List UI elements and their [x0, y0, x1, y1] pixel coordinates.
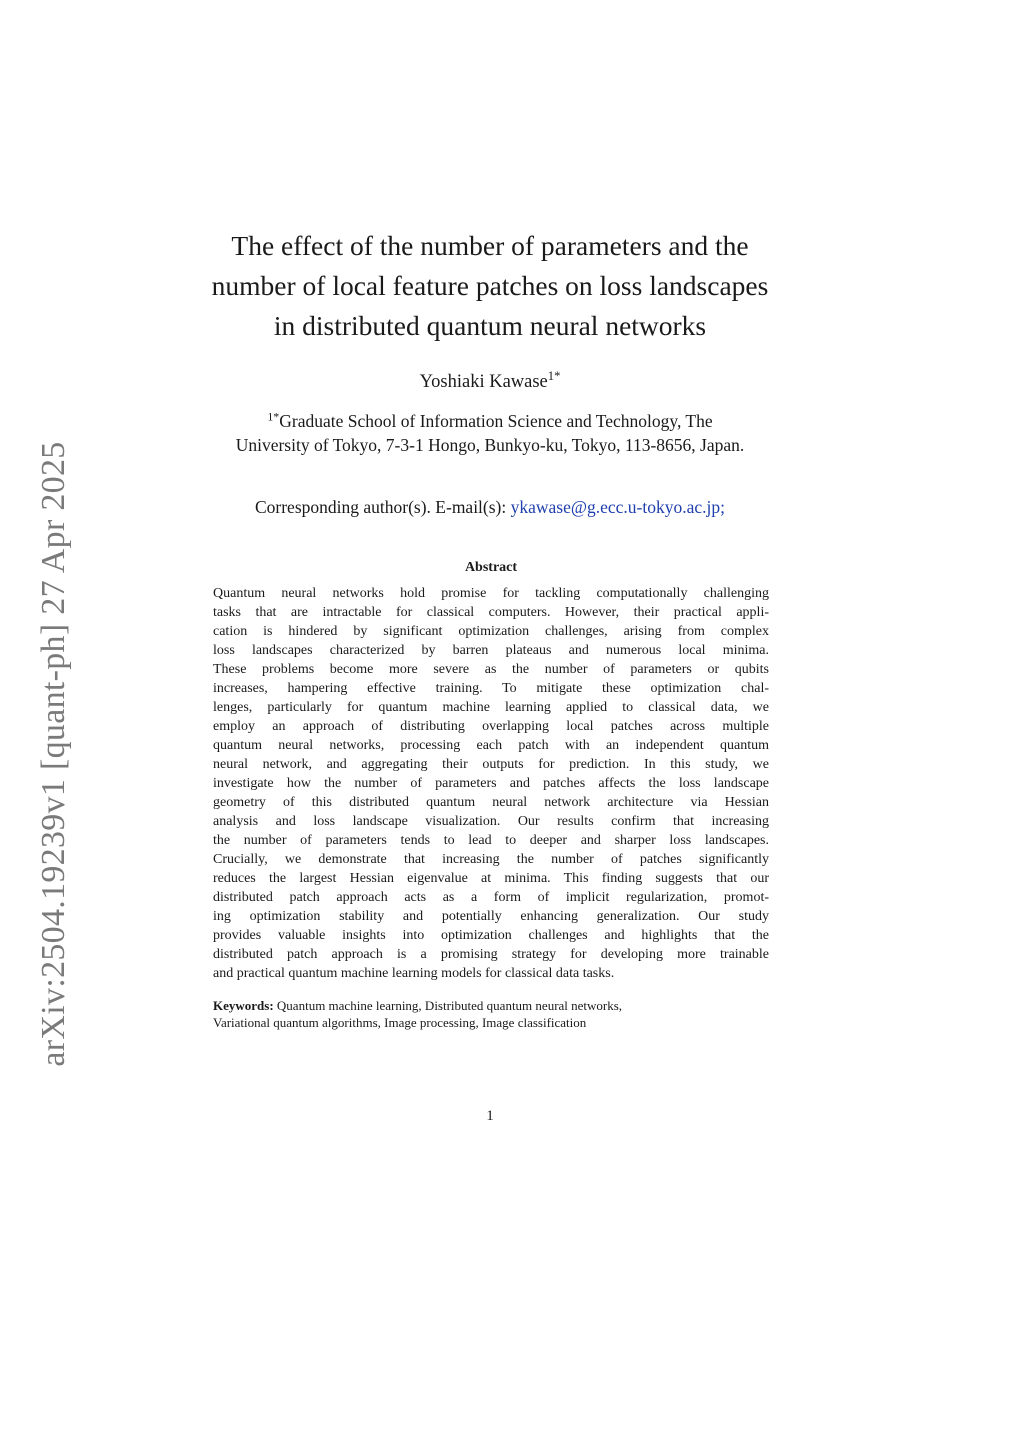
abstract-line: distributed patch approach is a promising strategy for developing more trainable — [213, 947, 769, 962]
correspondence-label: Corresponding author(s). E-mail(s): — [254, 497, 507, 517]
title-line: The effect of the number of parameters and the — [231, 230, 749, 261]
keywords-label: Keywords: — [213, 998, 274, 1013]
abstract-line: quantum neural networks, processing each patch with an independent quantum — [213, 738, 769, 753]
arxiv-identifier-stamp: arXiv:2504.19239v1 [quant-ph] 27 Apr 2025 — [35, 441, 72, 1067]
abstract-line: provides valuable insights into optimization challenges and highlights that the — [213, 928, 769, 943]
keywords-text-1: Quantum machine learning, Distributed quantum neural networks, — [276, 998, 623, 1013]
abstract-line: analysis and loss landscape visualization. Our results confirm that increasing — [213, 814, 769, 829]
affiliation-mark: 1* — [267, 409, 280, 424]
abstract-line: investigate how the number of parameters and patches affects the loss landscape — [213, 776, 769, 791]
correspondence — [170, 497, 810, 518]
abstract-line: cation is hindered by significant optimization challenges, arising from complex — [213, 624, 769, 639]
abstract-heading: Abstract — [464, 560, 518, 575]
affiliation-text-1: Graduate School of Information Science and Technology, The — [279, 411, 713, 431]
title-line: number of local feature patches on loss landscapes — [211, 270, 769, 301]
abstract-line: These problems become more severe as the number of parameters or qubits — [213, 662, 769, 677]
author — [170, 369, 810, 393]
abstract-line: employ an approach of distributing overlapping local patches across multiple — [213, 719, 769, 734]
abstract-line: neural network, and aggregating their outputs for prediction. In this study, we — [213, 757, 769, 772]
abstract-line: increases, hampering effective training. To mitigate these optimization chal- — [213, 681, 769, 696]
affiliation-line — [170, 409, 810, 433]
author-affiliation-mark: 1* — [547, 369, 561, 384]
title-line: in distributed quantum neural networks — [273, 310, 707, 341]
abstract-line: and practical quantum machine learning models for classical data tasks. — [213, 966, 615, 981]
email-link[interactable]: ykawase@g.ecc.u-tokyo.ac.jp — [510, 497, 721, 517]
email-separator: ; — [720, 497, 726, 517]
abstract-line: distributed patch approach acts as a form of implicit regularization, promot- — [213, 890, 769, 905]
keywords — [213, 997, 769, 1031]
abstract-line: tasks that are intractable for classical computers. However, their practical appli- — [213, 605, 769, 620]
page-number: 1 — [486, 1108, 494, 1124]
author-name: Yoshiaki Kawase — [419, 372, 548, 392]
abstract-line: Crucially, we demonstrate that increasing the number of patches significantly — [213, 852, 769, 867]
abstract-line: geometry of this distributed quantum neural network architecture via Hessian — [213, 795, 769, 810]
keywords-text-2: Variational quantum algorithms, Image processing, Image classification — [213, 1015, 587, 1030]
abstract-body — [213, 584, 769, 983]
abstract-line: reduces the largest Hessian eigenvalue at minima. This finding suggests that our — [213, 871, 769, 886]
abstract-line: the number of parameters tends to lead to deeper and sharper loss landscapes. — [213, 833, 769, 848]
abstract-line: lenges, particularly for quantum machine learning applied to classical data, we — [213, 700, 769, 715]
paper-title — [170, 226, 810, 346]
affiliation-text-2: University of Tokyo, 7-3-1 Hongo, Bunkyo-ku, Tokyo, 113-8656, Japan. — [235, 435, 745, 455]
affiliation — [170, 409, 810, 457]
abstract-line: Quantum neural networks hold promise for tackling computationally challenging — [213, 586, 769, 601]
abstract-line: loss landscapes characterized by barren plateaus and numerous local minima. — [213, 643, 769, 658]
abstract-line: ing optimization stability and potentially enhancing generalization. Our study — [213, 909, 769, 924]
